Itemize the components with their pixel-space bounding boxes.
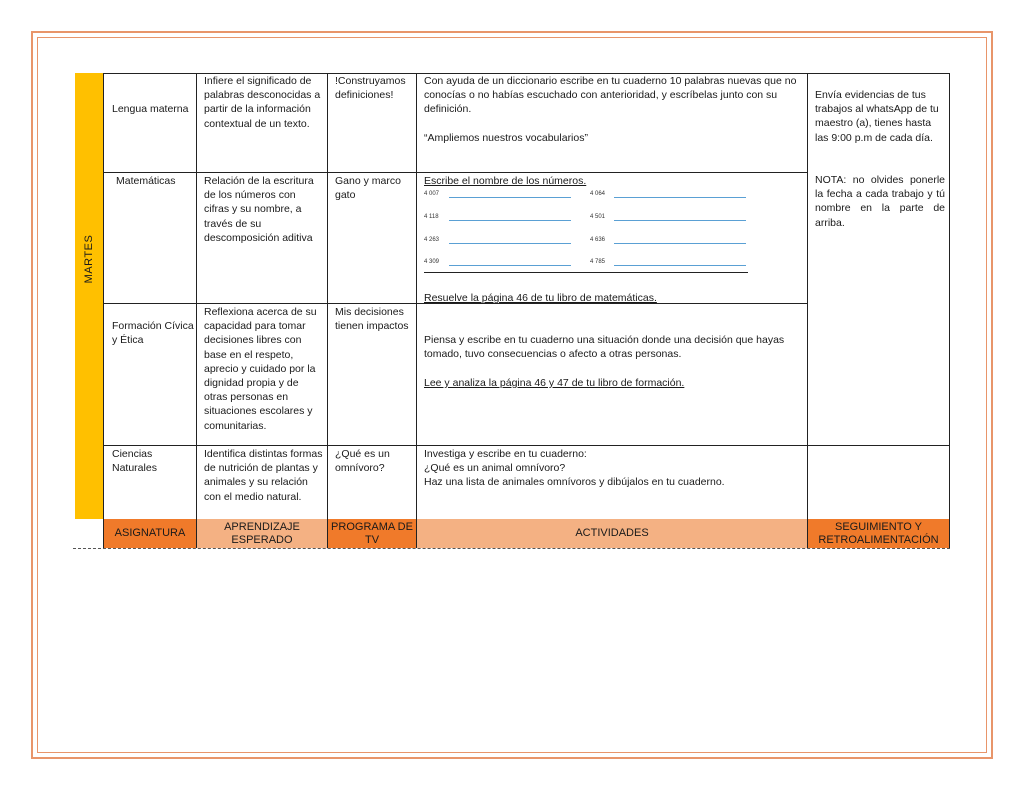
answer-line [614, 220, 746, 221]
number-item: 4 309 [424, 259, 440, 265]
col-divider-activities [416, 73, 417, 548]
col-divider-tv [327, 73, 328, 548]
expected-ciencias: Identifica distintas formas de nutrición de plantas y animales y su relación con el medio natural. [204, 448, 323, 503]
subject-formacion: Formación Cívica y Ética [112, 320, 194, 347]
header-tv: PROGRAMA DE TV [328, 519, 416, 548]
number-item: 4 785 [590, 259, 606, 265]
table-border-right [949, 73, 950, 548]
tv-formacion: Mis decisiones tienen impactos [335, 306, 409, 333]
day-column [75, 73, 104, 519]
followup-text: Envía evidencias de tus trabajos al whatsApp de tu maestro (a), tienes hasta las 9:00 p.m de cada día. [815, 89, 939, 144]
number-item: 4 501 [590, 214, 606, 220]
answer-line [614, 197, 746, 198]
activity-ciencias-3: Haz una lista de animales omnívoros y dibújalos en tu cuaderno. [424, 476, 725, 488]
header-expected: APRENDIZAJE ESPERADO [197, 519, 327, 548]
activity-lengua-1: Con ayuda de un diccionario escribe en tu cuaderno 10 palabras nuevas que no conocías o no habías escuchado con anterioridad, y escríbelas junto con su definición. [424, 75, 797, 116]
tv-matematicas: Gano y marco gato [335, 175, 401, 202]
exercise-underline [424, 272, 748, 273]
answer-line [449, 220, 571, 221]
answer-line [449, 197, 571, 198]
activity-formacion-2: Lee y analiza la página 46 y 47 de tu libro de formación. [424, 377, 685, 389]
expected-formacion: Reflexiona acerca de su capacidad para tomar decisiones libres con base en el respeto, aprecio y cuidado por la dignidad propia y de otras personas en situaciones escolares y comunitarias. [204, 306, 317, 432]
activity-formacion-1: Piensa y escribe en tu cuaderno una situación donde una decisión que hayas tomado, tuvo consecuencias o afecto a otras personas. [424, 334, 785, 361]
col-divider-expected [196, 73, 197, 548]
tv-ciencias: ¿Qué es un omnívoro? [335, 448, 390, 475]
col-divider-subject [103, 73, 104, 548]
answer-line [614, 243, 746, 244]
number-item: 4 064 [590, 191, 606, 197]
row-divider-3 [103, 445, 950, 446]
activity-ciencias-1: Investiga y escribe en tu cuaderno: [424, 448, 587, 460]
day-label: MARTES [83, 234, 95, 284]
subject-matematicas: Matemáticas [116, 175, 176, 187]
row-divider-1 [103, 172, 807, 173]
subject-lengua: Lengua materna [112, 103, 189, 115]
number-item: 4 263 [424, 237, 440, 243]
activity-ciencias-2: ¿Qué es un animal omnívoro? [424, 462, 566, 474]
activity-matematicas-title: Escribe el nombre de los números. [424, 175, 587, 187]
col-divider-followup [807, 73, 808, 548]
followup-note: NOTA: no olvides ponerle la fecha a cada trabajo y tú nombre en la parte de arriba. [815, 174, 945, 229]
answer-line [614, 265, 746, 266]
number-item: 4 118 [424, 214, 439, 220]
activity-matematicas-footer: Resuelve la página 46 de tu libro de matemáticas. [424, 292, 657, 304]
number-item: 4 636 [590, 237, 606, 243]
number-item: 4 007 [424, 191, 440, 197]
answer-line [449, 265, 571, 266]
expected-lengua: Infiere el significado de palabras desconocidas a partir de la información contextual de un texto. [204, 75, 321, 130]
header-subject: ASIGNATURA [104, 519, 196, 548]
header-activities: ACTIVIDADES [417, 519, 807, 548]
activity-lengua-2: “Ampliemos nuestros vocabularios” [424, 132, 588, 144]
table-bottom-dashed [73, 548, 950, 549]
answer-line [449, 243, 571, 244]
subject-ciencias: Ciencias Naturales [112, 448, 157, 475]
expected-matematicas: Relación de la escritura de los números con cifras y su nombre, a través de su descomposición aditiva [204, 175, 314, 244]
tv-lengua: !Construyamos definiciones! [335, 75, 406, 102]
header-followup: SEGUIMIENTO Y RETROALIMENTACIÓN [808, 519, 949, 548]
